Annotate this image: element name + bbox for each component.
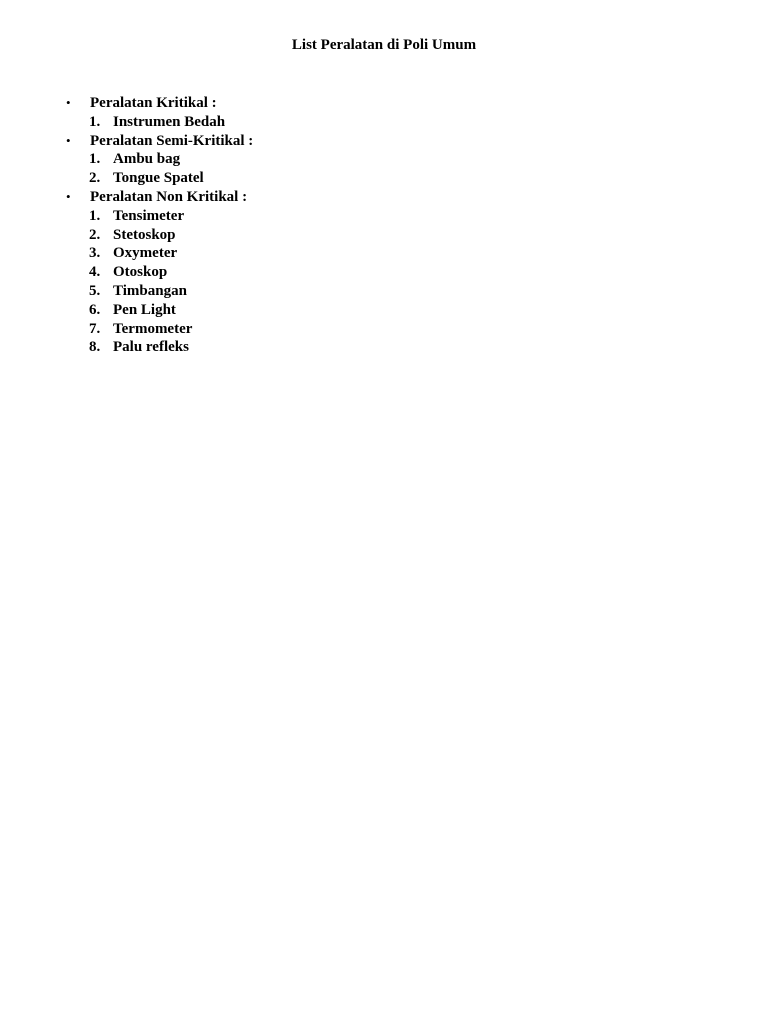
item-label: Oxymeter — [113, 245, 178, 262]
document-title: List Peralatan di Poli Umum — [291, 37, 477, 53]
item-number: 2. — [89, 170, 101, 187]
category-label: Peralatan Non Kritikal : — [90, 188, 248, 205]
item-label: Tongue Spatel — [113, 170, 204, 187]
item-number: 2. — [89, 226, 101, 243]
item-label: Tensimeter — [113, 207, 185, 224]
item-label: Ambu bag — [113, 151, 181, 168]
item-label: Termometer — [113, 320, 193, 337]
category-label: Peralatan Semi-Kritikal : — [90, 132, 254, 149]
item-label: Timbangan — [113, 282, 187, 299]
item-label: Stetoskop — [113, 226, 176, 243]
item-number: 6. — [89, 301, 101, 318]
item-label: Instrumen Bedah — [113, 113, 226, 130]
bullet-icon: • — [66, 95, 71, 110]
item-label: Otoskop — [113, 264, 168, 281]
item-number: 1. — [89, 207, 101, 224]
bullet-icon: • — [66, 188, 71, 204]
item-label: Pen Light — [113, 301, 176, 318]
category-label: Peralatan Kritikal : — [90, 95, 217, 111]
item-number: 8. — [89, 339, 101, 356]
item-number: 1. — [89, 113, 101, 130]
item-number: 4. — [89, 264, 101, 281]
item-label: Palu refleks — [113, 339, 189, 356]
item-number: 1. — [89, 151, 101, 168]
item-number: 3. — [89, 245, 101, 262]
item-number: 5. — [89, 282, 101, 299]
bullet-icon: • — [66, 132, 71, 148]
item-number: 7. — [89, 320, 101, 337]
